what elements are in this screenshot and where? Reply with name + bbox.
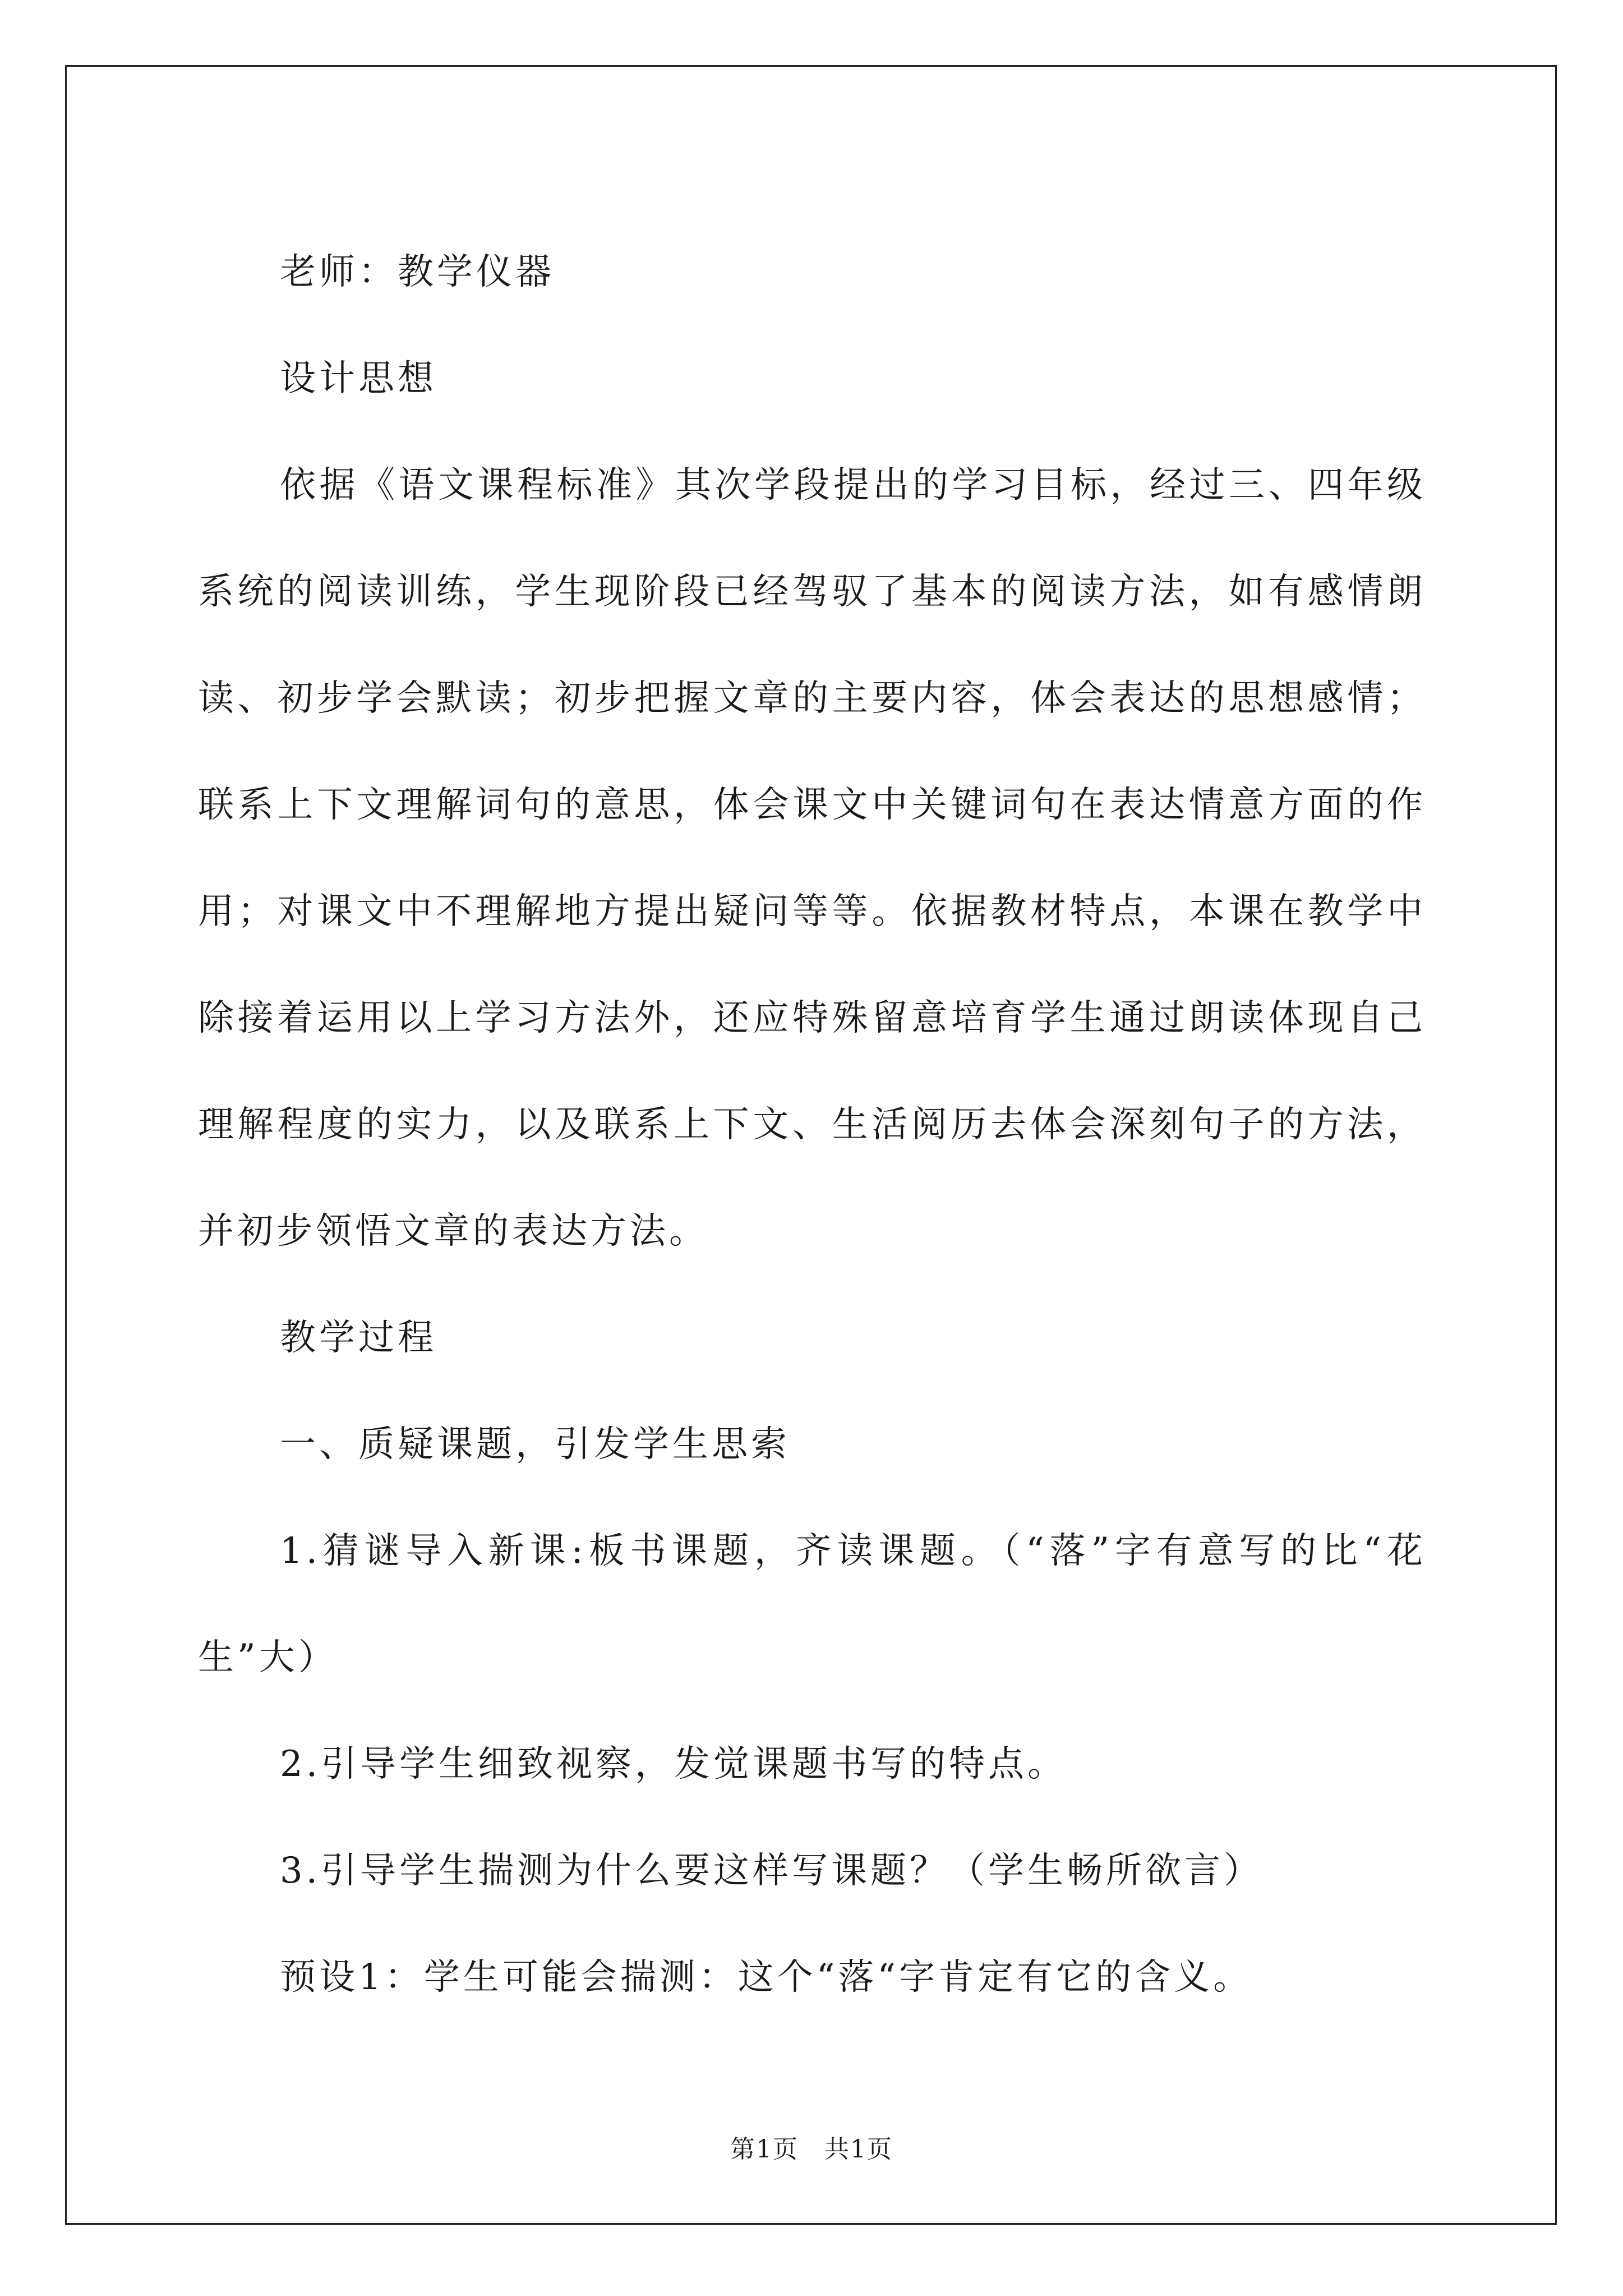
list-item-2: 2.引导学生细致视察，发觉课题书写的特点。	[280, 1743, 1067, 1785]
list-item-1: 1.猜谜导入新课:板书课题，齐读课题。（“落”字有意写的比“花生”大）	[198, 1530, 1426, 1678]
paragraph-design-idea: 依据《语文课程标准》其次学段提出的学习目标，经过三、四年级系统的阅读训练，学生现阶段已经驾驭了基本的阅读方法，如有感情朗读、初步学会默读；初步把握文章的主要内容，体会表达的思想感情；联系上下文理解词句的意思，体会课文中关键词句在表达情意方面的作用；对课文中不理解地方提出疑问等等。依据教材特点，本课在教学中除接着运用以上学习方法外，还应特殊留意培育学生通过朗读体现自己理解程度的实力，以及联系上下文、生活阅历去体会深刻句子的方法，并初步领悟文章的表达方法。	[198, 464, 1426, 1252]
preset-1: 预设1：学生可能会揣测：这个“落“字肯定有它的含义。	[280, 1957, 1253, 1998]
heading-design-idea: 设计思想	[280, 358, 437, 399]
list-item-3: 3.引导学生揣测为什么要这样写课题？（学生畅所欲言）	[280, 1850, 1264, 1892]
section-heading-one: 一、质疑课题，引发学生思索	[280, 1424, 790, 1465]
paragraph-teacher-tools: 老师：教学仪器	[280, 251, 555, 293]
document-body	[198, 219, 1426, 2031]
page-footer: 第1页 共1页	[730, 2135, 893, 2164]
heading-teaching-process: 教学过程	[280, 1317, 437, 1359]
